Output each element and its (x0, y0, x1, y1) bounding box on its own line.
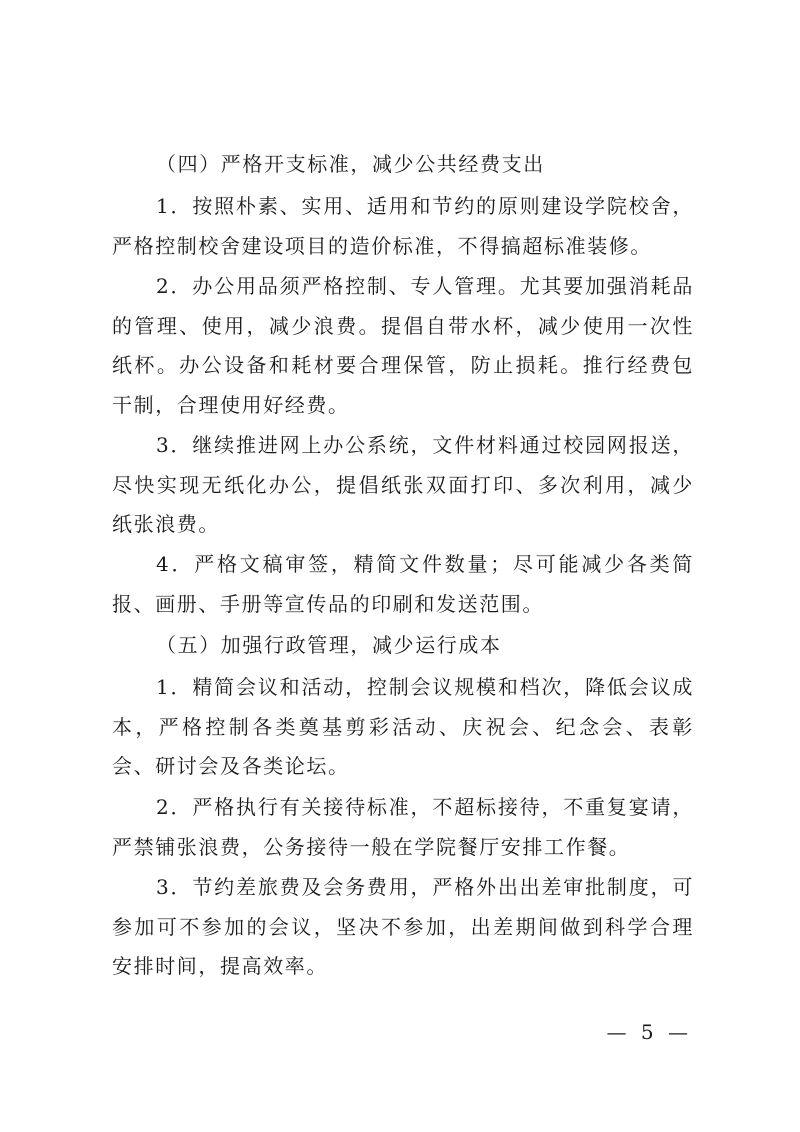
section4-item-1: 1．按照朴素、实用、适用和节约的原则建设学院校舍，严格控制校舍建设项目的造价标准，不得搞超标准装修。 (112, 194, 694, 258)
section-heading-5: （五）加强行政管理，减少运行成本 (156, 633, 502, 657)
section4-item-4: 4．严格文稿审签，精简文件数量；尽可能减少各类简报、画册、手册等宣传品的印刷和发送范围。 (112, 552, 694, 616)
section-heading-4: （四）严格开支标准，减少公共经费支出 (156, 152, 545, 176)
section5-item-1: 1．精简会议和活动，控制会议规模和档次，降低会议成本，严格控制各类奠基剪彩活动、庆祝会、纪念会、表彰会、研讨会及各类论坛。 (112, 675, 694, 778)
section5-item-2: 2．严格执行有关接待标准，不超标接待，不重复宴请，严禁铺张浪费，公务接待一般在学院餐厅安排工作餐。 (112, 795, 694, 859)
section5-item-3: 3．节约差旅费及会务费用，严格外出出差审批制度，可参加可不参加的会议，坚决不参加，出差期间做到科学合理安排时间，提高效率。 (112, 875, 694, 978)
section4-item-3: 3．继续推进网上办公系统，文件材料通过校园网报送，尽快实现无纸化办公，提倡纸张双面打印、多次利用，减少纸张浪费。 (112, 433, 694, 536)
section4-item-2: 2．办公用品须严格控制、专人管理。尤其要加强消耗品的管理、使用，减少浪费。提倡自带水杯，减少使用一次性纸杯。办公设备和耗材要合理保管，防止损耗。推行经费包干制，合理使用好经费。 (112, 274, 694, 417)
page-number: — 5 — (606, 1020, 692, 1044)
